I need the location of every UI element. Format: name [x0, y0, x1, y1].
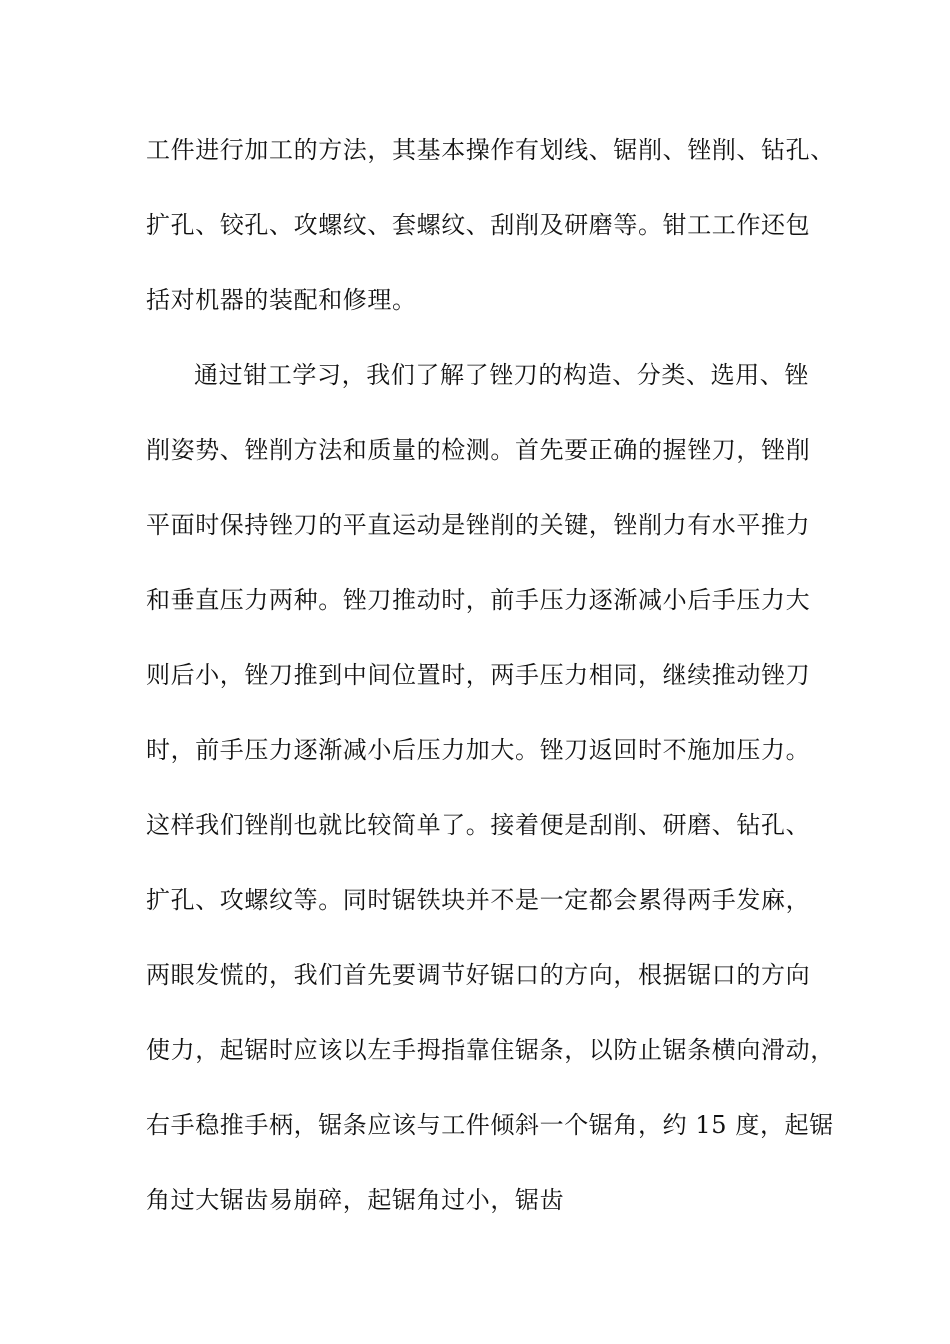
- text-line: 工件进行加工的方法，其基本操作有划线、锯削、锉削、钻孔、: [146, 136, 835, 164]
- text-line: 这样我们锉削也就比较简单了。接着便是刮削、研磨、钻孔、: [146, 811, 811, 839]
- text-line: 右手稳推手柄，锯条应该与工件倾斜一个锯角，约 15 度，起锯: [146, 1111, 834, 1139]
- text-line: 削姿势、锉削方法和质量的检测。首先要正确的握锉刀，锉削: [146, 436, 811, 464]
- text-line: 括对机器的装配和修理。: [146, 286, 417, 314]
- text-line: 角过大锯齿易崩碎，起锯角过小，锯齿: [146, 1186, 565, 1214]
- text-line: 平面时保持锉刀的平直运动是锉削的关键，锉削力有水平推力: [146, 511, 811, 539]
- text-line: 扩孔、铰孔、攻螺纹、套螺纹、刮削及研磨等。钳工工作还包: [146, 211, 811, 239]
- text-line: 和垂直压力两种。锉刀推动时，前手压力逐渐减小后手压力大: [146, 586, 811, 614]
- text-line: 两眼发慌的，我们首先要调节好锯口的方向，根据锯口的方向: [146, 961, 811, 989]
- text-line: 则后小，锉刀推到中间位置时，两手压力相同，继续推动锉刀: [146, 661, 811, 689]
- text-line: 扩孔、攻螺纹等。同时锯铁块并不是一定都会累得两手发麻，: [146, 886, 811, 914]
- text-line: 时，前手压力逐渐减小后压力加大。锉刀返回时不施加压力。: [146, 736, 811, 764]
- text-line: 使力，起锯时应该以左手拇指靠住锯条，以防止锯条横向滑动，: [146, 1036, 835, 1064]
- paragraph-first-line: 通过钳工学习，我们了解了锉刀的构造、分类、选用、锉: [194, 361, 809, 389]
